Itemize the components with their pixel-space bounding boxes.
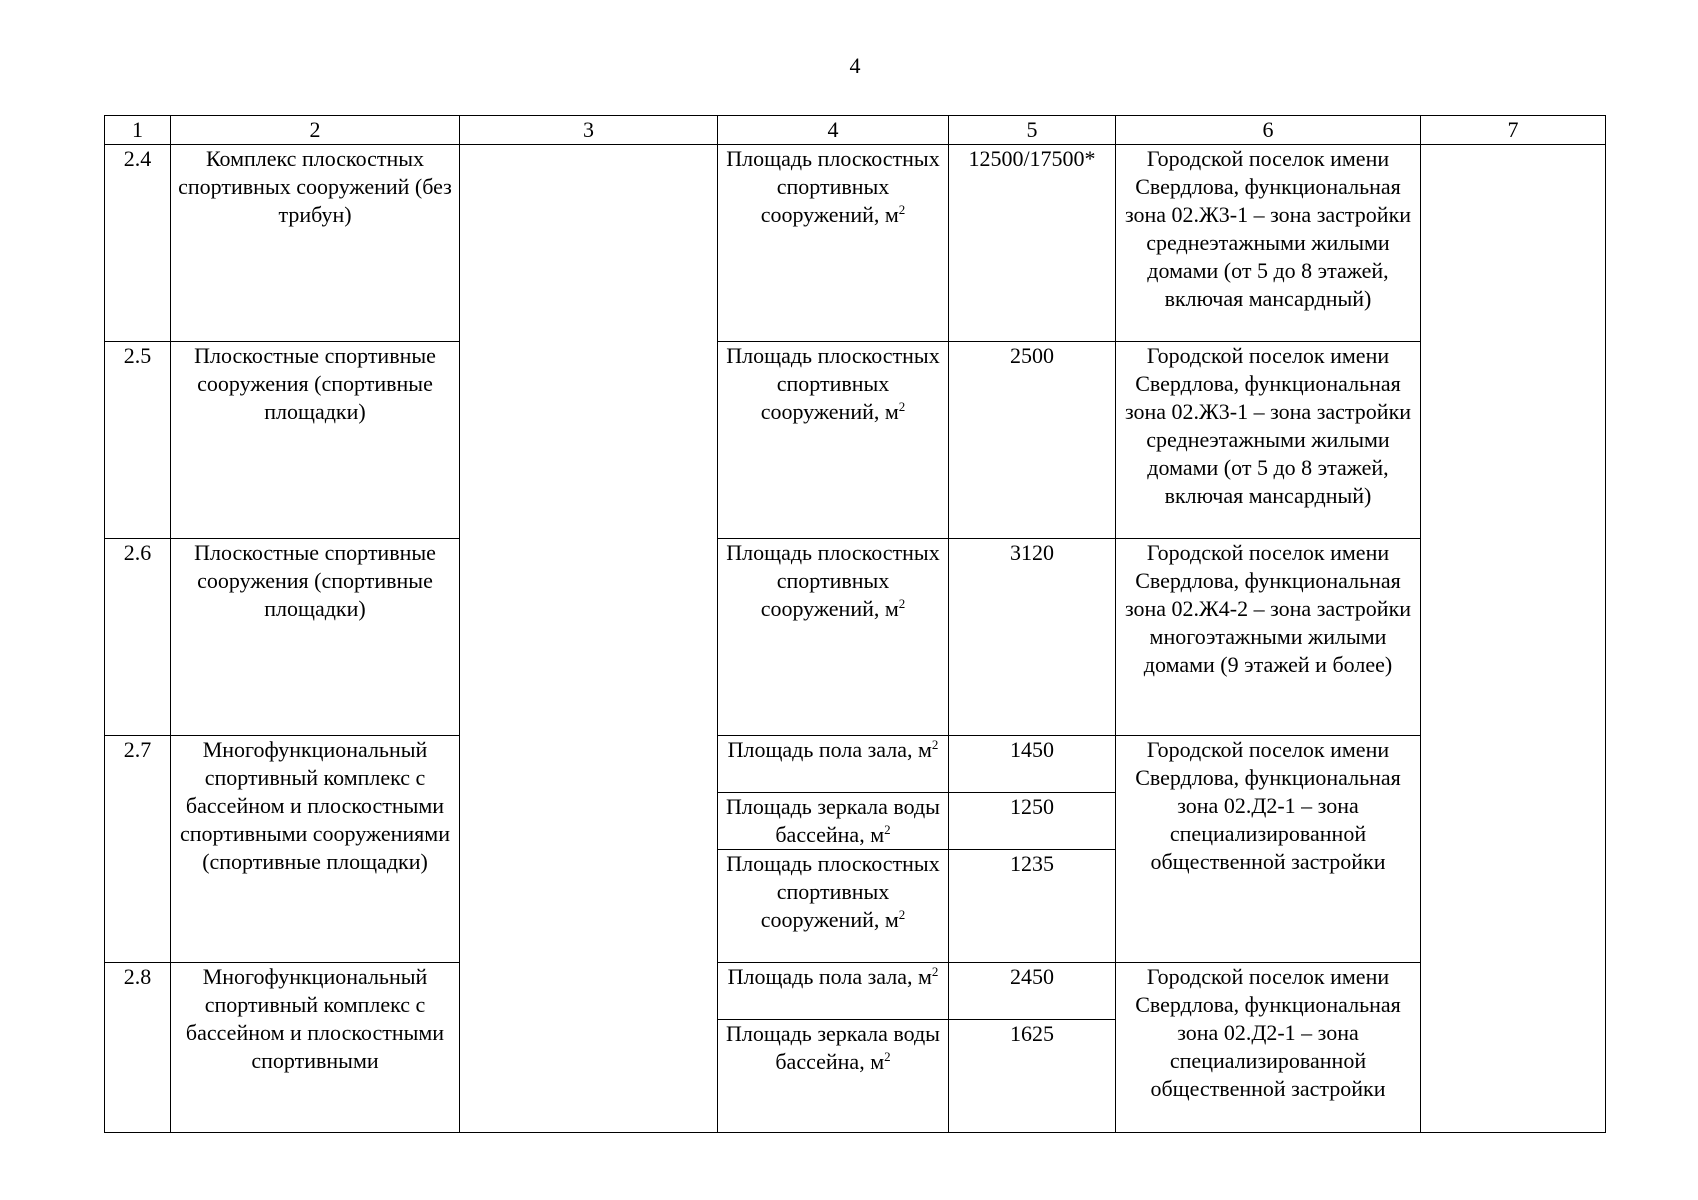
measure-label: Площадь пола зала, $м^2$: [718, 963, 949, 1020]
object-name: Многофункциональный спортивный комплекс с бассейном и плоскостными спортивными сооружениями (спортивные площадки): [171, 736, 460, 963]
measure-label: Площадь пола зала, $м^2$: [718, 736, 949, 793]
location-cell: Городской поселок имени Свердлова, функциональная зона 02.Д2-1 – зона специализированной общественной застройки: [1116, 963, 1421, 1133]
location-cell: Городской поселок имени Свердлова, функциональная зона 02.Ж3-1 – зона застройки среднеэтажными жилыми домами (от 5 до 8 этажей, включая мансардный): [1116, 145, 1421, 342]
measure-value: 1250: [949, 793, 1116, 850]
measure-value: 2500: [949, 342, 1116, 539]
column-header: 5: [949, 116, 1116, 145]
measure-value: 12500/17500*: [949, 145, 1116, 342]
table-row: [105, 145, 1606, 342]
row-number: 2.4: [105, 145, 171, 342]
object-name: Плоскостные спортивные сооружения (спортивные площадки): [171, 539, 460, 736]
row-number: 2.8: [105, 963, 171, 1133]
measure-label: Площадь плоскостных спортивных сооружений, $м^2$: [718, 145, 949, 342]
measure-value: 2450: [949, 963, 1116, 1020]
table-row: [105, 736, 1606, 793]
object-name: Комплекс плоскостных спортивных сооружений (без трибун): [171, 145, 460, 342]
column-header: 3: [460, 116, 718, 145]
row-number: 2.7: [105, 736, 171, 963]
location-cell: Городской поселок имени Свердлова, функциональная зона 02.Ж4-2 – зона застройки многоэтажными жилыми домами (9 этажей и более): [1116, 539, 1421, 736]
data-table: [104, 115, 1606, 1133]
table-row: [105, 342, 1606, 539]
table-row: [105, 539, 1606, 736]
table-row: [105, 963, 1606, 1020]
measure-label: Площадь зеркала воды бассейна, $м^2$: [718, 1020, 949, 1133]
location-cell: Городской поселок имени Свердлова, функциональная зона 02.Ж3-1 – зона застройки среднеэтажными жилыми домами (от 5 до 8 этажей, включая мансардный): [1116, 342, 1421, 539]
column-header: 1: [105, 116, 171, 145]
column-header: 7: [1421, 116, 1606, 145]
page-number: 4: [849, 53, 861, 78]
object-name: Многофункциональный спортивный комплекс с бассейном и плоскостными спортивными: [171, 963, 460, 1133]
table-header-row: [105, 116, 1606, 145]
object-name: Плоскостные спортивные сооружения (спортивные площадки): [171, 342, 460, 539]
column-header: 4: [718, 116, 949, 145]
row-number: 2.6: [105, 539, 171, 736]
measure-value: 1625: [949, 1020, 1116, 1133]
location-cell: Городской поселок имени Свердлова, функциональная зона 02.Д2-1 – зона специализированной общественной застройки: [1116, 736, 1421, 963]
column-header: 2: [171, 116, 460, 145]
measure-label: Площадь плоскостных спортивных сооружений, $м^2$: [718, 342, 949, 539]
column-header: 6: [1116, 116, 1421, 145]
measure-label: Площадь плоскостных спортивных сооружений, $м^2$: [718, 850, 949, 963]
measure-label: Площадь зеркала воды бассейна, $м^2$: [718, 793, 949, 850]
measure-value: 1450: [949, 736, 1116, 793]
measure-label: Площадь плоскостных спортивных сооружений, $м^2$: [718, 539, 949, 736]
column-7-empty-cell: [1421, 145, 1606, 1133]
measure-value: 1235: [949, 850, 1116, 963]
measure-value: 3120: [949, 539, 1116, 736]
column-3-empty-cell: [460, 145, 718, 1133]
row-number: 2.5: [105, 342, 171, 539]
